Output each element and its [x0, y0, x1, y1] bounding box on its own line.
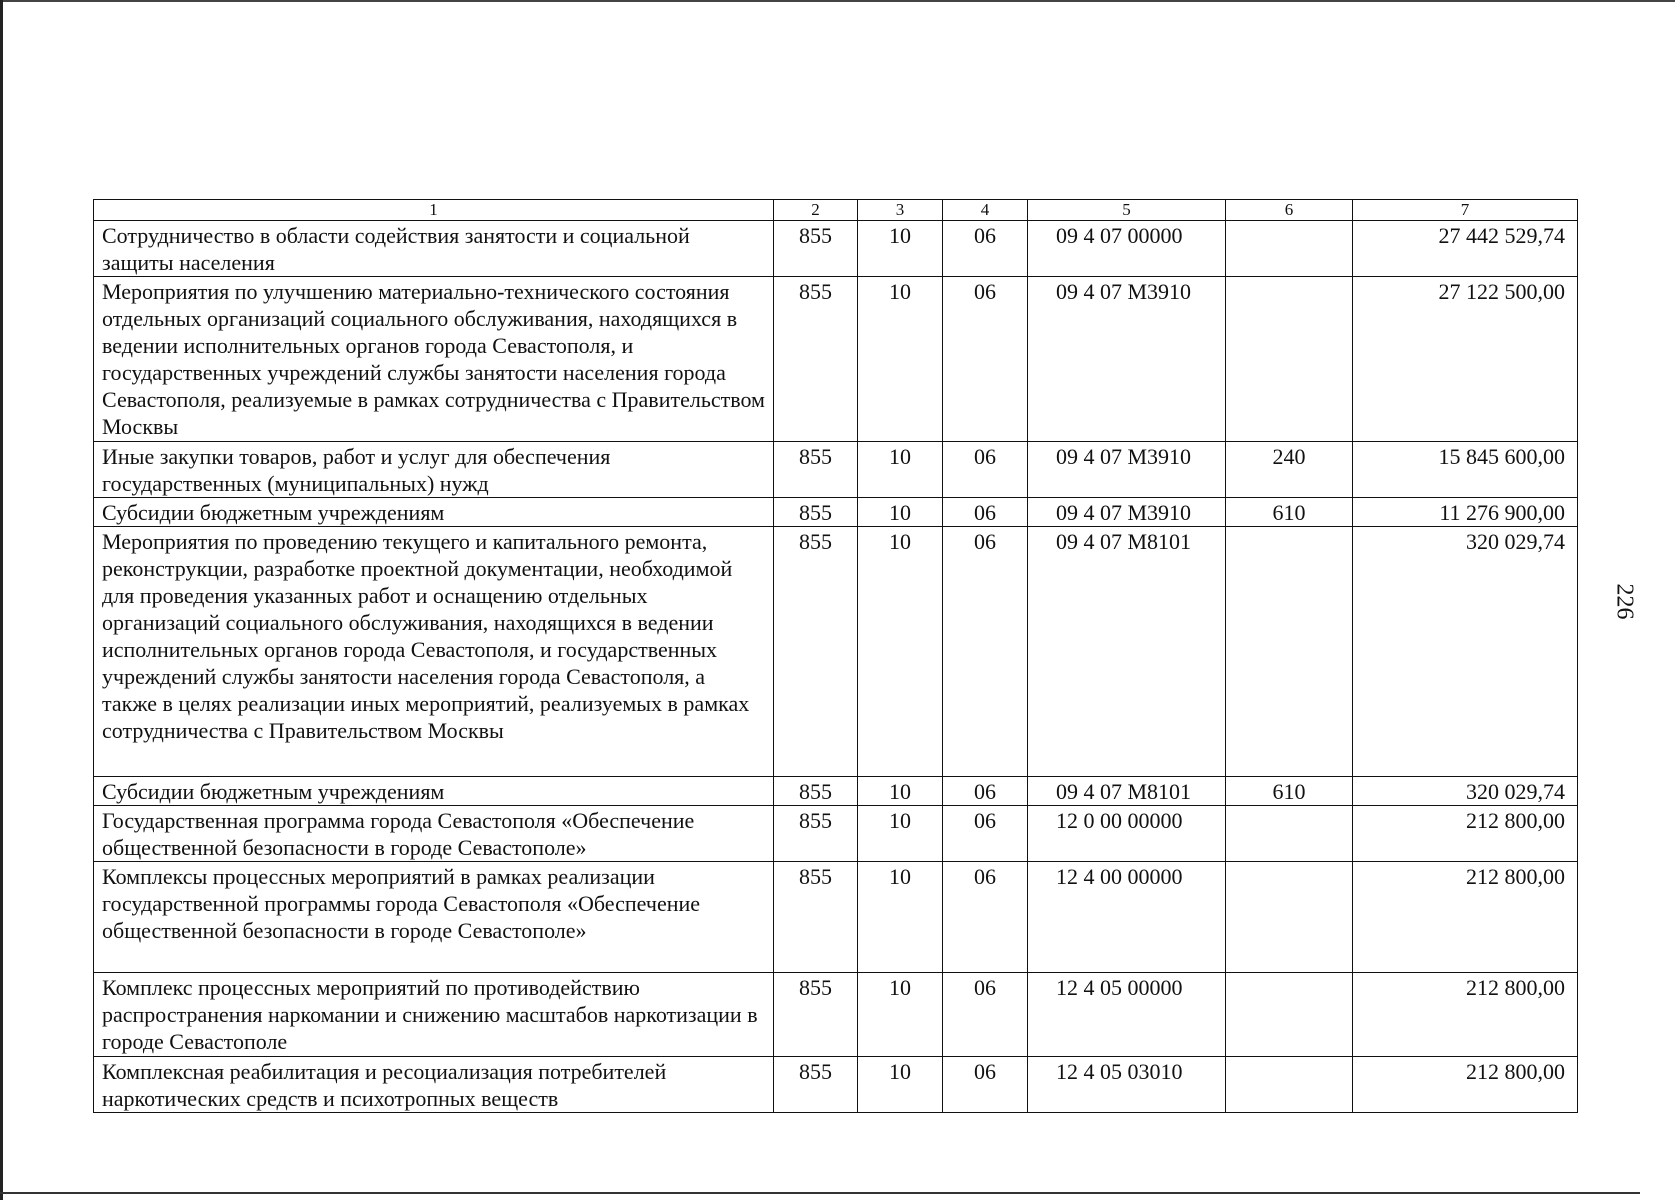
row-grbs: 855 — [774, 777, 858, 806]
row-target-article: 09 4 07 00000 — [1028, 221, 1226, 277]
row-grbs: 855 — [774, 277, 858, 442]
row-name: Комплексы процессных мероприятий в рамках реализации государственной программы города Севастополя «Обеспечение общественной безопасности в городе Севастополе» — [94, 862, 774, 973]
row-name: Комплексная реабилитация и ресоциализация потребителей наркотических средств и психотропных веществ — [94, 1057, 774, 1113]
table-row — [94, 862, 1578, 973]
scan-edge-bottom — [0, 1192, 1640, 1194]
row-name: Государственная программа города Севастополя «Обеспечение общественной безопасности в городе Севастополе» — [94, 806, 774, 862]
row-name: Мероприятия по улучшению материально-технического состояния отдельных организаций социального обслуживания, находящихся в ведении исполнительных органов города Севастополя, и государственных учреждений службы занятости населения города Севастополя, реализуемые в рамках сотрудничества с Правительством Москвы — [94, 277, 774, 442]
row-target-article: 12 0 00 00000 — [1028, 806, 1226, 862]
row-target-article: 12 4 00 00000 — [1028, 862, 1226, 973]
table-row — [94, 806, 1578, 862]
table-row — [94, 1057, 1578, 1113]
row-subsection: 06 — [943, 1057, 1028, 1113]
row-target-article: 09 4 07 М3910 — [1028, 498, 1226, 527]
row-grbs: 855 — [774, 862, 858, 973]
row-grbs: 855 — [774, 527, 858, 777]
row-section: 10 — [858, 806, 943, 862]
row-grbs: 855 — [774, 973, 858, 1057]
row-expense-type — [1226, 862, 1353, 973]
row-section: 10 — [858, 221, 943, 277]
row-subsection: 06 — [943, 527, 1028, 777]
row-section: 10 — [858, 527, 943, 777]
column-number: 3 — [858, 200, 943, 221]
row-section: 10 — [858, 498, 943, 527]
row-target-article: 09 4 07 М8101 — [1028, 777, 1226, 806]
column-number: 1 — [94, 200, 774, 221]
row-name: Мероприятия по проведению текущего и капитального ремонта, реконструкции, разработке проектной документации, необходимой для проведения указанных работ и оснащению отдельных организаций социального обслуживания, находящихся в ведении исполнительных органов города Севастополя, и государственных учреждений службы занятости населения города Севастополя, а также в целях реализации иных мероприятий, реализуемых в рамках сотрудничества с Правительством Москвы — [94, 527, 774, 777]
row-section: 10 — [858, 777, 943, 806]
row-amount: 27 442 529,74 — [1353, 221, 1578, 277]
row-amount: 15 845 600,00 — [1353, 442, 1578, 498]
row-amount: 212 800,00 — [1353, 1057, 1578, 1113]
row-subsection: 06 — [943, 442, 1028, 498]
row-expense-type: 610 — [1226, 777, 1353, 806]
row-expense-type — [1226, 806, 1353, 862]
table-row — [94, 221, 1578, 277]
table-body — [94, 200, 1578, 1113]
page-number: 226 — [1611, 583, 1638, 620]
table-row — [94, 527, 1578, 777]
row-expense-type: 240 — [1226, 442, 1353, 498]
row-amount: 320 029,74 — [1353, 527, 1578, 777]
scan-edge-left — [0, 0, 3, 1200]
row-grbs: 855 — [774, 442, 858, 498]
row-subsection: 06 — [943, 862, 1028, 973]
column-number: 4 — [943, 200, 1028, 221]
column-number: 7 — [1353, 200, 1578, 221]
row-subsection: 06 — [943, 973, 1028, 1057]
row-expense-type — [1226, 973, 1353, 1057]
scan-edge-top — [0, 0, 1675, 2]
row-section: 10 — [858, 1057, 943, 1113]
row-target-article: 12 4 05 00000 — [1028, 973, 1226, 1057]
row-name: Иные закупки товаров, работ и услуг для обеспечения государственных (муниципальных) нужд — [94, 442, 774, 498]
row-target-article: 09 4 07 М3910 — [1028, 442, 1226, 498]
row-amount: 27 122 500,00 — [1353, 277, 1578, 442]
row-expense-type: 610 — [1226, 498, 1353, 527]
row-name: Субсидии бюджетным учреждениям — [94, 777, 774, 806]
row-name: Комплекс процессных мероприятий по противодействию распространения наркомании и снижению масштабов наркотизации в городе Севастополе — [94, 973, 774, 1057]
row-section: 10 — [858, 973, 943, 1057]
row-amount: 212 800,00 — [1353, 973, 1578, 1057]
row-subsection: 06 — [943, 221, 1028, 277]
column-number: 5 — [1028, 200, 1226, 221]
budget-table — [93, 199, 1578, 1113]
row-subsection: 06 — [943, 498, 1028, 527]
table-row — [94, 277, 1578, 442]
row-expense-type — [1226, 1057, 1353, 1113]
table-row — [94, 973, 1578, 1057]
column-number-row — [94, 200, 1578, 221]
row-grbs: 855 — [774, 1057, 858, 1113]
row-grbs: 855 — [774, 221, 858, 277]
row-amount: 212 800,00 — [1353, 806, 1578, 862]
row-name: Сотрудничество в области содействия занятости и социальной защиты населения — [94, 221, 774, 277]
column-number: 2 — [774, 200, 858, 221]
row-section: 10 — [858, 862, 943, 973]
table-row — [94, 777, 1578, 806]
row-amount: 11 276 900,00 — [1353, 498, 1578, 527]
row-subsection: 06 — [943, 777, 1028, 806]
row-expense-type — [1226, 277, 1353, 442]
row-name: Субсидии бюджетным учреждениям — [94, 498, 774, 527]
table-row — [94, 442, 1578, 498]
row-grbs: 855 — [774, 806, 858, 862]
row-amount: 320 029,74 — [1353, 777, 1578, 806]
row-subsection: 06 — [943, 806, 1028, 862]
row-amount: 212 800,00 — [1353, 862, 1578, 973]
row-expense-type — [1226, 527, 1353, 777]
row-expense-type — [1226, 221, 1353, 277]
row-target-article: 09 4 07 М3910 — [1028, 277, 1226, 442]
column-number: 6 — [1226, 200, 1353, 221]
row-target-article: 12 4 05 03010 — [1028, 1057, 1226, 1113]
row-subsection: 06 — [943, 277, 1028, 442]
row-section: 10 — [858, 277, 943, 442]
row-target-article: 09 4 07 М8101 — [1028, 527, 1226, 777]
row-grbs: 855 — [774, 498, 858, 527]
row-section: 10 — [858, 442, 943, 498]
table-row — [94, 498, 1578, 527]
